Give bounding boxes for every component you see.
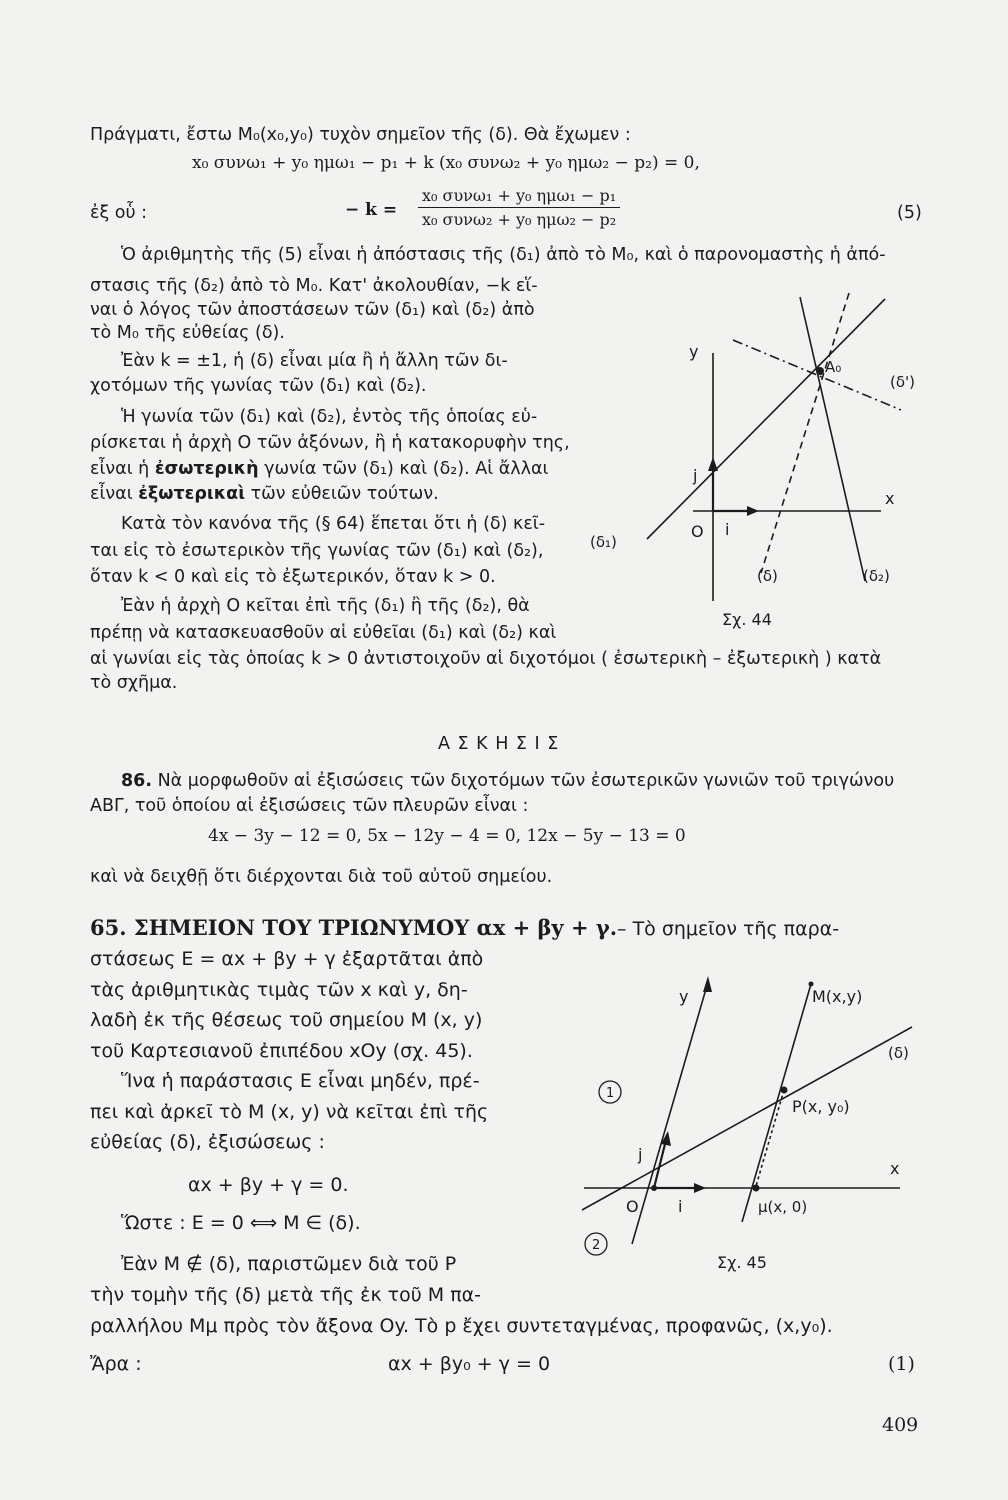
s65-line5: τοῦ Καρτεσιανοῦ ἐπιπέδου xOy (σχ. 45). [90, 1040, 473, 1062]
exercise-86-line1 [121, 770, 894, 793]
para1-line2: στασις τῆς (δ₂) ἀπὸ τὸ M₀. Κατ' ἀκολουθίαν, −k εἵ- [90, 276, 538, 296]
para3-line1: Ἡ γωνία τῶν (δ₁) καὶ (δ₂), ἐντὸς τῆς ὁποίας εὑ- [121, 407, 538, 427]
fig45-label-o: O [626, 1197, 639, 1216]
fraction-5 [418, 186, 620, 229]
para3-line4-end: τῶν εὐθειῶν τούτων. [245, 484, 439, 504]
fig44-j-arrowhead [708, 457, 718, 471]
fig44-label-dprime: (δ') [890, 373, 916, 391]
fig45-point-m [809, 982, 814, 987]
fig44-i-arrowhead [747, 506, 759, 516]
fig44-line-d2 [800, 297, 865, 581]
para5-line1: Ἐὰν ἡ ἀρχὴ O κεῖται ἐπὶ τῆς (δ₁) ἢ τῆς (δ₂), θὰ [121, 596, 530, 616]
fig45-line-d [582, 1027, 912, 1210]
s65-equation: αx + βy + γ = 0. [188, 1174, 349, 1196]
s65-line8: εὐθείας (δ), ἐξισώσεως : [90, 1131, 325, 1153]
fig45-label-j: j [638, 1145, 643, 1164]
fig45-point-mu [753, 1185, 760, 1192]
para1-line4: τὸ M₀ τῆς εὐθείας (δ). [90, 323, 285, 343]
para3-line3-start: εἶναι ἡ [90, 459, 155, 479]
section-65-heading-rest: – Τὸ σημεῖον τῆς παρα- [617, 918, 840, 940]
s65-line3: τὰς ἀριθμητικὰς τιμὰς τῶν x καὶ y, δη- [90, 979, 468, 1001]
para2-line2: χοτόμων τῆς γωνίας τῶν (δ₁) καὶ (δ₂). [90, 376, 427, 396]
equation-number-5: (5) [897, 203, 922, 223]
para5-line4: τὸ σχῆμα. [90, 673, 178, 693]
term-outer: ἐξωτερικαὶ [138, 484, 246, 504]
s65-line7: πει καὶ ἀρκεῖ τὸ M (x, y) νὰ κεῖται ἐπὶ τῆς [90, 1101, 489, 1123]
para3-line4 [90, 483, 439, 506]
para3-line3-end: γωνία τῶν (δ₁) καὶ (δ₂). Αἱ ἄλλαι [258, 459, 549, 479]
s65-line9: Ἐὰν M ∉ (δ), παριστῶμεν διὰ τοῦ P [121, 1253, 457, 1275]
fig44-line-d [761, 293, 849, 573]
para1-line3: ναι ὁ λόγος τῶν ἀποστάσεων τῶν (δ₁) καὶ (δ₂) ἀπὸ [90, 300, 535, 320]
para3-line3 [90, 458, 548, 481]
fig45-label-x: x [890, 1159, 900, 1178]
fig44-line-dprime [733, 340, 901, 410]
fig44-label-a0: A₀ [825, 358, 842, 376]
fig45-i-arrowhead [694, 1183, 706, 1193]
s65-line4: λαδὴ ἐκ τῆς θέσεως τοῦ σημείου M (x, y) [90, 1009, 483, 1031]
fig45-label-p: P(x, y₀) [792, 1097, 850, 1116]
fig45-label-i: i [678, 1197, 683, 1216]
page-number: 409 [882, 1414, 919, 1436]
fig45-y-axis [632, 982, 708, 1244]
intro-line: Πράγματι, ἔστω M₀(x₀,y₀) τυχὸν σημεῖον τῆς (δ). Θὰ ἔχωμεν : [90, 125, 631, 145]
figure-45 [572, 972, 922, 1284]
s65-final-equation: αx + βy₀ + γ = 0 [388, 1353, 551, 1375]
fig44-label-d: (δ) [757, 567, 778, 585]
fig44-point-a0 [816, 367, 824, 375]
exercise-equations: 4x − 3y − 12 = 0, 5x − 12y − 4 = 0, 12x − 5y − 13 = 0 [208, 826, 686, 846]
fig45-y-arrowhead [703, 976, 712, 992]
fig44-line-d1 [647, 299, 885, 539]
s65-line2: στάσεως E = αx + βy + γ ἐξαρτᾶται ἀπὸ [90, 948, 484, 970]
s65-line11: ραλλήλου Mμ πρὸς τὸν ἄξονα Oy. Τὸ p ἔχει συντεταγμένας, προφανῶς, (x,y₀). [90, 1315, 833, 1337]
fig45-label-mu: μ(x, 0) [758, 1198, 808, 1216]
s65-hoste: Ὥστε : E = 0 ⟺ M ∈ (δ). [121, 1212, 361, 1234]
para1-line1: Ὁ ἀριθμητὴς τῆς (5) εἶναι ἡ ἀπόστασις τῆς (δ₁) ἀπὸ τὸ M₀, καὶ ὁ παρονομαστὴς ἡ ἀπό- [121, 245, 886, 265]
fig44-label-d2: (δ₂) [863, 567, 890, 585]
section-65-title: 65. ΣΗΜΕΙΟΝ ΤΟΥ ΤΡΙΩΝΥΜΟΥ αx + βy + γ. [90, 915, 618, 940]
fig44-label-x: x [885, 489, 895, 508]
para4-line1: Κατὰ τὸν κανόνα τῆς (§ 64) ἕπεται ὅτι ἡ (δ) κεῖ- [121, 514, 546, 534]
equation-1: x₀ συνω₁ + y₀ ημω₁ − p₁ + k (x₀ συνω₂ + y₀ ημω₂ − p₂) = 0, [192, 153, 700, 173]
figure-44 [585, 285, 925, 630]
para3-line2: ρίσκεται ἡ ἀρχὴ O τῶν ἀξόνων, ἢ ἡ κατακορυφὴν της, [90, 433, 570, 453]
fraction-numerator: x₀ συνω₁ + y₀ ημω₁ − p₁ [418, 186, 620, 208]
fig44-label-i: i [725, 520, 730, 539]
fig45-caption: Σχ. 45 [717, 1253, 767, 1272]
minus-k: − k = [345, 200, 398, 220]
section-65-heading [90, 913, 839, 945]
s65-line6: Ἵνα ἡ παράστασις E εἶναι μηδέν, πρέ- [121, 1070, 480, 1092]
fig45-point-p [781, 1087, 788, 1094]
fig45-label-y: y [679, 987, 689, 1006]
para3-line4-start: εἶναι [90, 484, 139, 504]
fig44-label-d1: (δ₁) [590, 533, 617, 551]
para4-line3: ὅταν k < 0 καὶ εἰς τὸ ἐξωτερικόν, ὅταν k > 0. [90, 567, 496, 587]
fraction-denominator: x₀ συνω₂ + y₀ ημω₂ − p₂ [422, 210, 617, 229]
para5-line2: πρέπῃ νὰ κατασκευασθοῦν αἱ εὐθεῖαι (δ₁) καὶ (δ₂) καὶ [90, 623, 557, 643]
fig44-caption: Σχ. 44 [722, 610, 772, 629]
fig45-label-m: M(x,y) [812, 987, 863, 1006]
fig45-origin [651, 1185, 657, 1191]
exercise-86-line2: ΑΒΓ, τοῦ ὁποίου αἱ ἐξισώσεις τῶν πλευρῶν εἶναι : [90, 796, 529, 816]
para4-line2: ται εἰς τὸ ἐσωτερικὸν τῆς γωνίας τῶν (δ₁) καὶ (δ₂), [90, 541, 544, 561]
fig44-label-j: j [693, 466, 698, 485]
para2-line1: Ἐὰν k = ±1, ἡ (δ) εἶναι μία ἢ ἡ ἄλλη τῶν δι- [121, 351, 508, 371]
fig45-label-one: 1 [606, 1086, 615, 1101]
fig45-label-two: 2 [592, 1238, 601, 1253]
term-inner: ἐσωτερικὴ [154, 459, 259, 479]
fig45-label-d: (δ) [888, 1044, 909, 1062]
exercise-number: 86. [121, 771, 153, 791]
exercise-86-line3: καὶ νὰ δειχθῇ ὅτι διέρχονται διὰ τοῦ αὐτοῦ σημείου. [90, 867, 553, 887]
s65-final-number: (1) [888, 1353, 915, 1375]
exercise-86-text: Νὰ μορφωθοῦν αἱ ἐξισώσεις τῶν διχοτόμων τῶν ἐσωτερικῶν γωνιῶν τοῦ τριγώνου [152, 771, 895, 791]
exercises-title: Α Σ Κ Η Σ Ι Σ [438, 734, 560, 754]
s65-ara: Ἄρα : [90, 1353, 142, 1375]
fig45-dotted-m-mu [756, 1090, 784, 1186]
fig44-label-y: y [689, 342, 699, 361]
fig44-label-o: O [691, 522, 704, 541]
para5-line3: αἱ γωνίαι εἰς τὰς ὁποίας k > 0 ἀντιστοιχοῦν αἱ διχοτόμοι ( ἐσωτερικὴ – ἐξωτερικὴ ) κατὰ [90, 649, 882, 669]
s65-line10: τὴν τομὴν τῆς (δ) μετὰ τῆς ἐκ τοῦ M πα- [90, 1284, 482, 1306]
ex-ou-label: ἐξ οὗ : [90, 203, 148, 223]
